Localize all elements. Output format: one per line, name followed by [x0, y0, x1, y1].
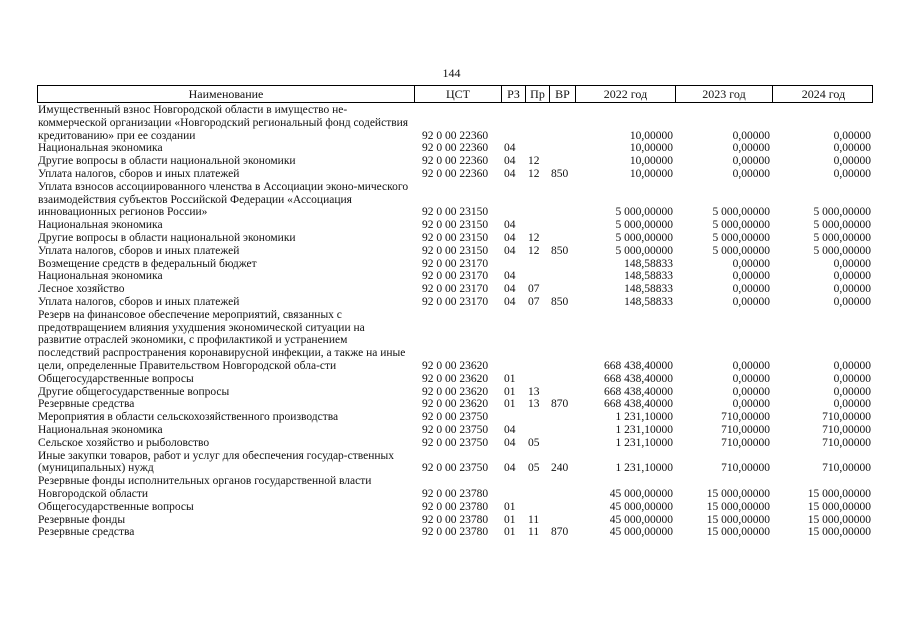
row-cst: 92 0 00 23620: [422, 385, 489, 398]
row-2022: 45 000,00000: [609, 513, 673, 526]
row-2024: 5 000,00000: [813, 219, 871, 232]
table-row: [37, 270, 873, 283]
row-name: Резерв на финансовое обеспечение мероприятий, связанных с предотвращением влияния ухудшения экономической ситуации на развитие отраслей экономики, с профилактикой и устранением последствий распространения коронавирусной инфекции, а также на иные цели, определенные Правительством Новгородской обла-сти: [38, 308, 406, 372]
row-2023: 0,00000: [732, 129, 770, 142]
row-2022: 148,58833: [624, 283, 673, 296]
header-rz: РЗ: [502, 86, 526, 102]
row-pr: 12: [528, 155, 540, 168]
table-row: [37, 475, 873, 501]
row-rz: 04: [504, 423, 516, 436]
header-cst: ЦСТ: [415, 86, 502, 102]
row-2022: 10,00000: [629, 155, 673, 168]
row-2024: 15 000,00000: [807, 500, 871, 513]
row-rz: 04: [504, 283, 516, 296]
row-rz: 04: [504, 155, 516, 168]
row-2023: 5 000,00000: [712, 244, 770, 257]
row-cst: 92 0 00 22360: [422, 167, 489, 180]
table-row: [37, 450, 873, 476]
budget-table: [37, 85, 873, 539]
table-body: [37, 104, 873, 539]
row-2023: 710,00000: [721, 423, 770, 436]
table-row: [37, 424, 873, 437]
row-2024: 15 000,00000: [807, 513, 871, 526]
table-row: [37, 309, 873, 373]
row-cst: 92 0 00 23750: [422, 411, 489, 424]
row-2023: 0,00000: [732, 295, 770, 308]
row-name: Резервные средства: [38, 398, 135, 411]
table-row: [37, 219, 873, 232]
row-2023: 5 000,00000: [712, 219, 770, 232]
header-pr: Пр: [526, 86, 550, 102]
table-row: [37, 411, 873, 424]
row-name: Общегосударственные вопросы: [38, 500, 194, 513]
table-row: [37, 296, 873, 309]
row-2023: 710,00000: [721, 411, 770, 424]
row-rz: 04: [504, 244, 516, 257]
table-row: [37, 386, 873, 399]
row-name: Национальная экономика: [38, 423, 163, 436]
row-2024: 0,00000: [833, 295, 871, 308]
row-2022: 1 231,10000: [615, 462, 673, 475]
page-number: 144: [442, 66, 461, 80]
row-rz: 01: [504, 385, 516, 398]
row-2023: 15 000,00000: [706, 526, 770, 539]
row-cst: 92 0 00 23620: [422, 359, 489, 372]
row-2023: 0,00000: [732, 283, 770, 296]
row-2022: 10,00000: [629, 142, 673, 155]
row-pr: 13: [528, 385, 540, 398]
row-cst: 92 0 00 23170: [422, 270, 489, 283]
row-2023: 0,00000: [732, 359, 770, 372]
row-2024: 0,00000: [833, 359, 871, 372]
table-row: [37, 373, 873, 386]
row-pr: 11: [528, 513, 540, 526]
row-pr: 13: [528, 398, 540, 411]
row-cst: 92 0 00 23150: [422, 244, 489, 257]
row-cst: 92 0 00 23170: [422, 283, 489, 296]
row-cst: 92 0 00 23150: [422, 219, 489, 232]
row-rz: 01: [504, 500, 516, 513]
row-name: Национальная экономика: [38, 270, 163, 283]
row-2023: 5 000,00000: [712, 231, 770, 244]
row-name: Сельское хозяйство и рыболовство: [38, 436, 210, 449]
row-cst: 92 0 00 23620: [422, 372, 489, 385]
row-2022: 1 231,10000: [615, 436, 673, 449]
row-2024: 0,00000: [833, 270, 871, 283]
row-cst: 92 0 00 23780: [422, 500, 489, 513]
row-2024: 710,00000: [822, 436, 871, 449]
row-2022: 5 000,00000: [615, 219, 673, 232]
table-row: [37, 526, 873, 539]
row-2022: 45 000,00000: [609, 500, 673, 513]
row-cst: 92 0 00 23750: [422, 436, 489, 449]
row-cst: 92 0 00 22360: [422, 155, 489, 168]
row-rz: 04: [504, 462, 516, 475]
row-2023: 0,00000: [732, 155, 770, 168]
row-2023: 0,00000: [732, 270, 770, 283]
row-name: Общегосударственные вопросы: [38, 372, 194, 385]
table-row: [37, 245, 873, 258]
row-2024: 0,00000: [833, 155, 871, 168]
row-2023: 15 000,00000: [706, 500, 770, 513]
row-name: Иные закупки товаров, работ и услуг для обеспечения государ-ственных (муниципальных) нужд: [38, 449, 395, 475]
row-rz: 04: [504, 167, 516, 180]
row-rz: 01: [504, 372, 516, 385]
table-row: [37, 258, 873, 271]
row-pr: 11: [528, 526, 540, 539]
row-2023: 0,00000: [732, 372, 770, 385]
row-2024: 0,00000: [833, 372, 871, 385]
row-name: Мероприятия в области сельскохозяйственного производства: [38, 411, 339, 424]
row-cst: 92 0 00 23750: [422, 423, 489, 436]
row-2024: 5 000,00000: [813, 244, 871, 257]
row-2022: 148,58833: [624, 295, 673, 308]
row-2022: 668 438,40000: [604, 385, 673, 398]
row-2022: 5 000,00000: [615, 244, 673, 257]
row-rz: 01: [504, 513, 516, 526]
row-2022: 10,00000: [629, 167, 673, 180]
header-vr: ВР: [550, 86, 576, 102]
row-2024: 0,00000: [833, 129, 871, 142]
row-2024: 5 000,00000: [813, 231, 871, 244]
row-vr: 870: [551, 526, 569, 539]
row-name: Имущественный взнос Новгородской области в имущество не-коммерческой организации «Новгородский региональный фонд содействия кредитованию» при ее создании: [38, 104, 409, 142]
row-vr: 850: [551, 295, 569, 308]
row-name: Резервные средства: [38, 526, 135, 539]
row-2022: 5 000,00000: [615, 231, 673, 244]
row-2024: 0,00000: [833, 257, 871, 270]
row-2022: 1 231,10000: [615, 411, 673, 424]
header-name: Наименование: [38, 86, 415, 102]
header-2024: 2024 год: [801, 87, 846, 101]
row-2022: 148,58833: [624, 257, 673, 270]
row-2022: 45 000,00000: [609, 487, 673, 500]
row-2024: 15 000,00000: [807, 526, 871, 539]
row-name: Резервные фонды: [38, 513, 126, 526]
row-2024: 710,00000: [822, 411, 871, 424]
row-name: Уплата налогов, сборов и иных платежей: [38, 167, 240, 180]
row-rz: 04: [504, 219, 516, 232]
table-row: [37, 104, 873, 142]
row-2023: 0,00000: [732, 142, 770, 155]
row-pr: 07: [528, 283, 540, 296]
row-vr: 870: [551, 398, 569, 411]
row-name: Возмещение средств в федеральный бюджет: [38, 257, 257, 270]
row-2022: 5 000,00000: [615, 206, 673, 219]
row-2023: 0,00000: [732, 257, 770, 270]
row-2024: 0,00000: [833, 398, 871, 411]
row-2024: 15 000,00000: [807, 487, 871, 500]
row-2024: 5 000,00000: [813, 206, 871, 219]
row-2023: 710,00000: [721, 436, 770, 449]
row-cst: 92 0 00 23780: [422, 526, 489, 539]
row-2024: 0,00000: [833, 167, 871, 180]
row-2023: 0,00000: [732, 385, 770, 398]
row-2023: 710,00000: [721, 462, 770, 475]
row-pr: 05: [528, 436, 540, 449]
table-header: [37, 85, 873, 103]
row-cst: 92 0 00 23170: [422, 295, 489, 308]
row-cst: 92 0 00 23150: [422, 206, 489, 219]
row-pr: 12: [528, 244, 540, 257]
row-2024: 710,00000: [822, 423, 871, 436]
row-rz: 01: [504, 526, 516, 539]
header-2022: 2022 год: [576, 86, 676, 102]
table-row: [37, 437, 873, 450]
row-vr: 240: [551, 462, 569, 475]
row-2023: 5 000,00000: [712, 206, 770, 219]
row-cst: 92 0 00 23620: [422, 398, 489, 411]
table-row: [37, 283, 873, 296]
row-cst: 92 0 00 23150: [422, 231, 489, 244]
row-2022: 668 438,40000: [604, 359, 673, 372]
table-row: [37, 181, 873, 219]
row-pr: 12: [528, 231, 540, 244]
row-name: Национальная экономика: [38, 142, 163, 155]
row-pr: 07: [528, 295, 540, 308]
row-2024: 0,00000: [833, 142, 871, 155]
row-name: Другие общегосударственные вопросы: [38, 385, 230, 398]
row-rz: 04: [504, 231, 516, 244]
row-vr: 850: [551, 167, 569, 180]
table-row: [37, 168, 873, 181]
table-row: [37, 155, 873, 168]
table-row: [37, 398, 873, 411]
table-row: [37, 501, 873, 514]
row-name: Национальная экономика: [38, 219, 163, 232]
row-2022: 668 438,40000: [604, 372, 673, 385]
row-2023: 0,00000: [732, 167, 770, 180]
row-2022: 1 231,10000: [615, 423, 673, 436]
row-rz: 04: [504, 436, 516, 449]
row-pr: 05: [528, 462, 540, 475]
row-rz: 04: [504, 270, 516, 283]
row-name: Резервные фонды исполнительных органов государственной власти Новгородской области: [38, 475, 372, 500]
row-2022: 10,00000: [629, 129, 673, 142]
row-2023: 15 000,00000: [706, 487, 770, 500]
table-row: [37, 514, 873, 527]
row-name: Уплата налогов, сборов и иных платежей: [38, 295, 240, 308]
row-name: Другие вопросы в области национальной экономики: [38, 231, 296, 244]
header-2023: 2023 год: [676, 86, 773, 102]
row-2023: 0,00000: [732, 398, 770, 411]
row-cst: 92 0 00 22360: [422, 142, 489, 155]
row-rz: 04: [504, 295, 516, 308]
row-name: Уплата взносов ассоциированного членства в Ассоциации эконо-мического взаимодействия субъектов Российской Федерации «Ассоциация инновационных регионов России»: [38, 180, 409, 219]
row-2024: 710,00000: [822, 462, 871, 475]
row-2024: 0,00000: [833, 283, 871, 296]
row-vr: 850: [551, 244, 569, 257]
row-cst: 92 0 00 22360: [422, 129, 489, 142]
table-row: [37, 232, 873, 245]
row-cst: 92 0 00 23750: [422, 462, 489, 475]
row-cst: 92 0 00 23780: [422, 513, 489, 526]
row-name: Другие вопросы в области национальной экономики: [38, 155, 296, 168]
row-2022: 45 000,00000: [609, 526, 673, 539]
row-rz: 04: [504, 142, 516, 155]
row-name: Уплата налогов, сборов и иных платежей: [38, 244, 240, 257]
row-2024: 0,00000: [833, 385, 871, 398]
row-name: Лесное хозяйство: [38, 283, 125, 296]
row-2023: 15 000,00000: [706, 513, 770, 526]
row-pr: 12: [528, 167, 540, 180]
row-rz: 01: [504, 398, 516, 411]
row-2022: 668 438,40000: [604, 398, 673, 411]
table-row: [37, 142, 873, 155]
row-cst: 92 0 00 23170: [422, 257, 489, 270]
row-2022: 148,58833: [624, 270, 673, 283]
row-cst: 92 0 00 23780: [422, 487, 489, 500]
